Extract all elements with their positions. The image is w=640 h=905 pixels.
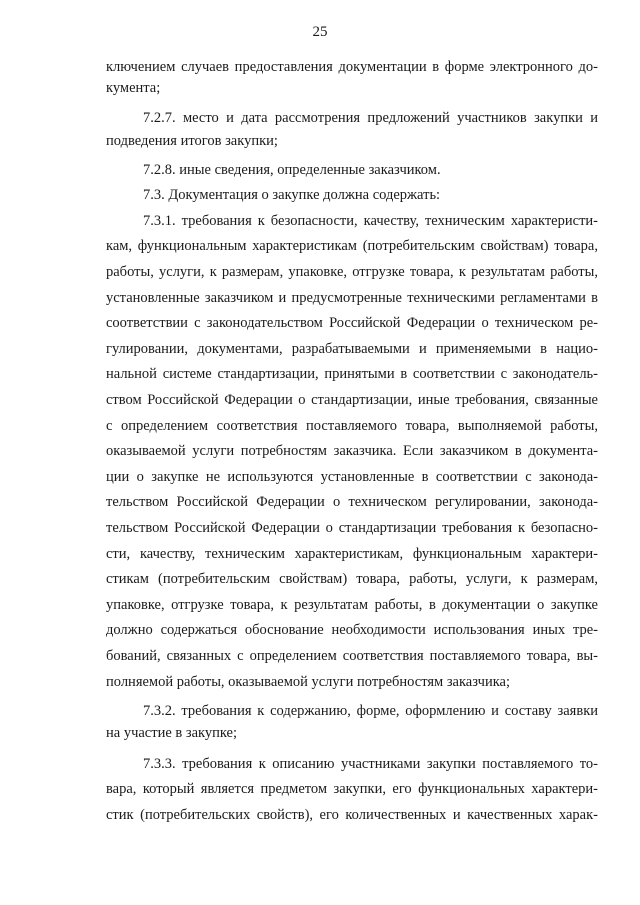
text-line: полняемой работы, оказываемой услуги потребностям заказчика; <box>106 674 511 690</box>
text-line: 7.2.8. иные сведения, определенные заказчиком. <box>143 162 441 178</box>
text-line: сти, качеству, техническим характеристикам, функциональным характери- <box>106 546 598 562</box>
text-line: 7.3.1. требования к безопасности, качеству, техническим характеристи- <box>143 213 598 229</box>
text-line: работы, услуги, к размерам, упаковке, отгрузке товара, к результатам работы, <box>106 264 598 280</box>
text-line: 7.3.2. требования к содержанию, форме, оформлению и составу заявки <box>143 703 598 719</box>
text-line: стик (потребительских свойств), его количественных и качественных харак- <box>106 807 598 823</box>
text-line: стикам (потребительским свойствам) товара, работы, услуги, к размерам, <box>106 571 598 587</box>
text-line: установленные заказчиком и предусмотренные техническими регламентами в <box>106 290 598 306</box>
text-line: соответствии с законодательством Российской Федерации о техническом ре- <box>106 315 598 331</box>
text-line: подведения итогов закупки; <box>106 133 278 149</box>
text-line: 7.3. Документация о закупке должна содержать: <box>143 187 441 203</box>
text-line: нальной системе стандартизации, принятыми в соответствии с законодатель- <box>106 366 598 382</box>
text-line: вара, который является предметом закупки, его функциональных характери- <box>106 781 598 797</box>
text-line: кумента; <box>106 80 161 96</box>
text-line: тельством Российской Федерации о стандартизации требования к безопасно- <box>106 520 598 536</box>
text-line: гулировании, документами, разрабатываемыми и применяемыми в нацио- <box>106 341 598 357</box>
text-line: ством Российской Федерации о стандартизации, иные требования, связанные <box>106 392 598 408</box>
text-line: ключением случаев предоставления документации в форме электронного до- <box>106 59 598 75</box>
text-line: на участие в закупке; <box>106 725 238 741</box>
page-number: 25 <box>312 24 328 40</box>
text-line: ции о закупке не используются установленные в соответствии с законода- <box>106 469 598 485</box>
text-line: оказываемой услуги потребностям заказчика. Если заказчиком в документа- <box>106 443 598 459</box>
text-line: 7.2.7. место и дата рассмотрения предложений участников закупки и <box>143 110 598 126</box>
text-line: с определением соответствия поставляемого товара, выполняемой работы, <box>106 418 598 434</box>
text-line: 7.3.3. требования к описанию участниками закупки поставляемого то- <box>143 756 598 772</box>
text-line: тельством Российской Федерации о техническом регулировании, законода- <box>106 494 598 510</box>
text-line: упаковке, отгрузке товара, к результатам работы, в документации о закупке <box>106 597 598 613</box>
text-line: кам, функциональным характеристикам (потребительским свойствам) товара, <box>106 238 598 254</box>
text-line: бований, связанных с определением соответствия поставляемого товара, вы- <box>106 648 598 664</box>
text-line: должно содержаться обоснование необходимости использования иных тре- <box>106 622 598 638</box>
